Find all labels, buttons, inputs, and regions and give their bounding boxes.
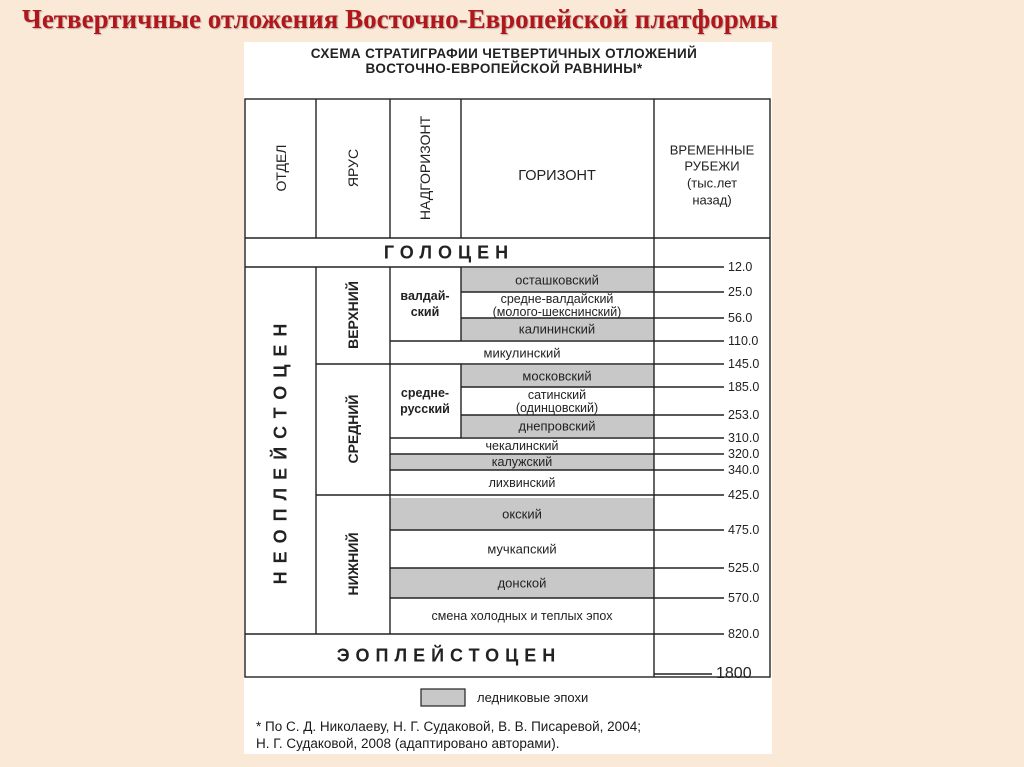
division-holocene: ГОЛОЦЕН [383, 242, 515, 263]
boundary-310: 310.0 [728, 431, 760, 445]
horizon-oksky: окский [502, 506, 542, 522]
superhorizon-srednerus-2: русский [400, 402, 450, 416]
horizon-muchkapsky: мучкапский [487, 541, 557, 557]
header-yarus: ЯРУС [345, 148, 361, 188]
horizon-satinsky-1: сатинский [527, 388, 587, 402]
boundary-570: 570.0 [728, 591, 760, 605]
stage-lower: НИЖНИЙ [345, 532, 361, 596]
boundary-110: 110.0 [728, 334, 759, 348]
horizon-donskoy: донской [497, 575, 547, 591]
boundary-340: 340.0 [728, 463, 760, 477]
boundary-12: 12.0 [728, 260, 753, 274]
horizon-moskovsky: московский [522, 368, 592, 384]
boundary-475: 475.0 [728, 523, 760, 537]
stage-upper: ВЕРХНИЙ [345, 281, 361, 349]
boundary-253: 253.0 [728, 408, 760, 422]
horizon-smena: смена холодных и теплых эпох [431, 609, 613, 623]
header-rubezhi-1: ВРЕМЕННЫЕ [669, 142, 755, 158]
footnote-line1: * По С. Д. Николаеву, Н. Г. Судаковой, В. В. Писаревой, 2004; [256, 719, 641, 734]
boundary-1800: 1800 [716, 665, 752, 682]
scheme-title-line2: ВОСТОЧНО-ЕВРОПЕЙСКОЙ РАВНИНЫ* [365, 61, 643, 76]
stage-middle: СРЕДНИЙ [345, 394, 361, 464]
horizon-kaluzhsky: калужский [491, 455, 553, 469]
legend-label: ледниковые эпохи [477, 690, 589, 705]
boundary-525: 525.0 [728, 561, 760, 575]
slide-title: Четвертичные отложения Восточно-Европейской платформы [22, 4, 778, 34]
horizon-ostashkovsky: осташковский [515, 272, 599, 288]
header-gorizont: ГОРИЗОНТ [518, 168, 596, 184]
header-rubezhi-3: (тыс.лет [686, 175, 738, 191]
horizon-mikulinsky: микулинский [483, 345, 561, 361]
header-nadgorizont: НАДГОРИЗОНТ [417, 115, 433, 221]
boundary-56: 56.0 [728, 311, 753, 325]
boundary-145: 145.0 [728, 357, 760, 371]
horizon-sredne-valday-2: (молого-шекснинский) [492, 305, 622, 319]
legend-swatch [421, 689, 465, 706]
horizon-sredne-valday-1: средне-валдайский [500, 292, 614, 306]
boundary-185: 185.0 [728, 380, 760, 394]
header-otdel: ОТДЕЛ [273, 144, 289, 192]
boundary-25: 25.0 [728, 285, 753, 299]
horizon-likhvinsky: лихвинский [488, 476, 556, 490]
horizon-kalininsky: калининский [518, 321, 596, 337]
horizon-chekalinsky: чекалинский [485, 439, 559, 453]
boundary-820: 820.0 [728, 627, 760, 641]
division-eopleistocene: ЭОПЛЕЙСТОЦЕН [336, 645, 562, 666]
boundary-425: 425.0 [728, 488, 760, 502]
horizon-dneprovsky: днепровский [518, 418, 596, 434]
superhorizon-valday-2: ский [410, 305, 440, 319]
superhorizon-valday-1: валдай- [400, 289, 450, 303]
header-rubezhi-2: РУБЕЖИ [684, 158, 740, 174]
header-rubezhi-4: назад) [692, 192, 732, 208]
division-neopleistocene: НЕОПЛЕЙСТОЦЕН [270, 315, 291, 585]
superhorizon-srednerus-1: средне- [400, 386, 450, 400]
boundary-320: 320.0 [728, 447, 760, 461]
footnote-line2: Н. Г. Судаковой, 2008 (адаптировано авторами). [256, 736, 560, 751]
scheme-title-line1: СХЕМА СТРАТИГРАФИИ ЧЕТВЕРТИЧНЫХ ОТЛОЖЕНИЙ [310, 46, 698, 61]
stratigraphy-scheme [244, 42, 772, 754]
horizon-satinsky-2: (одинцовский) [515, 401, 599, 415]
